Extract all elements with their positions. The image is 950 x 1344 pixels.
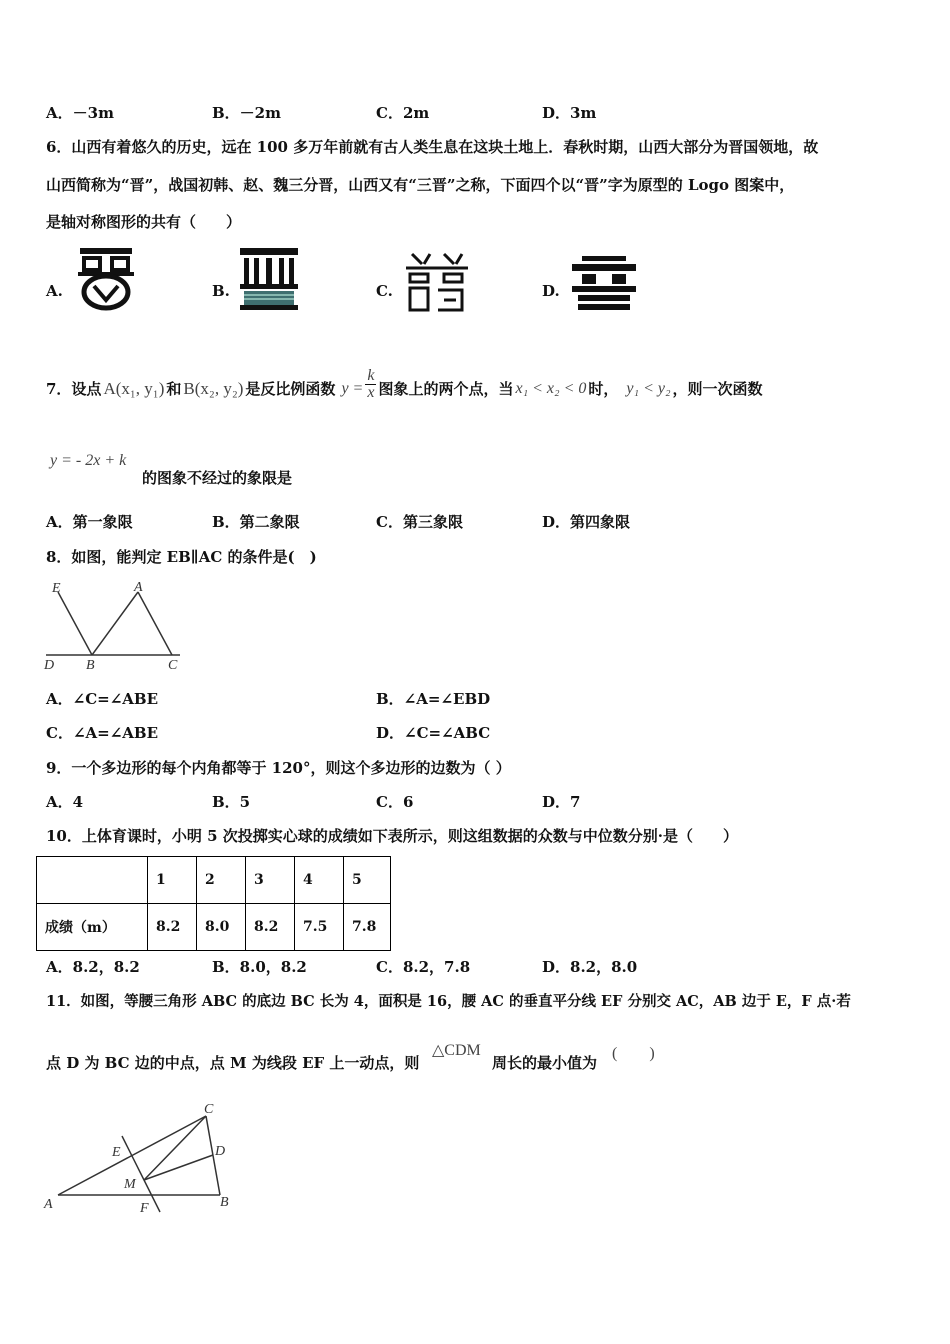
- q7-point-a: A(x₁, y₁): [103, 378, 165, 398]
- jin-logo-b-image: [238, 246, 300, 316]
- q7-option-c: C．第三象限: [376, 513, 463, 531]
- q11-label-m: M: [124, 1177, 136, 1192]
- q5-option-a: A．－3m: [46, 104, 114, 122]
- table-cell: 1: [148, 857, 197, 904]
- table-cell: 8.2: [148, 904, 197, 951]
- q9-option-d: D．7: [542, 793, 581, 811]
- q6-option-c: C.: [376, 282, 393, 300]
- table-header-row: [37, 857, 391, 904]
- q9-option-b: B．5: [212, 793, 251, 811]
- jin-logo-a-image: [74, 244, 138, 318]
- q11-line-1: 11．如图，等腰三角形 ABC 的底边 BC 长为 4，面积是 16，腰 AC 的垂直平分线 EF 分别交 AC，AB 边于 E，F 点·若: [46, 993, 851, 1010]
- q8-option-b: B．∠A=∠EBD: [376, 690, 491, 708]
- table-cell: 2: [197, 857, 246, 904]
- q8-option-d: D．∠C=∠ABC: [376, 724, 491, 742]
- q11-label-d: D: [215, 1144, 226, 1159]
- table-cell: 3: [246, 857, 295, 904]
- q6-option-d: D.: [542, 282, 560, 300]
- q8-label-a: A: [134, 580, 143, 595]
- table-cell: 7.5: [295, 904, 344, 951]
- table-cell: 5: [344, 857, 391, 904]
- q7-func-den: x: [367, 384, 375, 401]
- q7-and: 和: [166, 380, 182, 398]
- q5-option-b: B．－2m: [212, 104, 281, 122]
- q8-text: 8．如图，能判定 EB∥AC 的条件是( ): [46, 548, 317, 566]
- q6-option-a: A.: [46, 282, 63, 300]
- q9-option-a: A．4: [46, 793, 84, 811]
- q10-option-b: B．8.0，8.2: [212, 958, 307, 976]
- q10-option-c: C．8.2，7.8: [376, 958, 471, 976]
- q7-option-d: D．第四象限: [542, 513, 631, 531]
- q11-label-e: E: [112, 1145, 121, 1160]
- q9-text: 9．一个多边形的每个内角都等于 120°，则这个多边形的边数为（ ）: [46, 759, 511, 777]
- q7-mid: 是反比例函数: [245, 380, 336, 398]
- q8-label-d: D: [44, 658, 55, 672]
- q7-mid2: 图象上的两个点，当: [378, 380, 514, 398]
- table-cell: 7.8: [344, 904, 391, 951]
- q7-cond2: y₁ < y₂: [626, 379, 671, 397]
- q8-option-a: A．∠C=∠ABE: [46, 690, 159, 708]
- q11-label-c: C: [204, 1102, 214, 1117]
- q10-option-d: D．8.2，8.0: [542, 958, 638, 976]
- q11-line-2-prefix: 点 D 为 BC 边的中点，点 M 为线段 EF 上一动点，则: [46, 1054, 420, 1072]
- q10-score-table: [36, 856, 391, 951]
- q6-line-2: 山西简称为“晋”，战国初韩、赵、魏三分晋，山西又有“三晋”之称，下面四个以“晋”字为原型的 Logo 图案中，: [46, 176, 795, 194]
- q8-option-c: C．∠A=∠ABE: [46, 724, 159, 742]
- table-cell: 8.0: [197, 904, 246, 951]
- q11-line-2-suffix: 周长的最小值为: [492, 1054, 598, 1072]
- jin-logo-d-image: [570, 254, 638, 318]
- q7-suffix: ，则一次函数: [672, 380, 763, 398]
- q7-option-a: A．第一象限: [46, 513, 133, 531]
- q6-option-b: B.: [212, 282, 230, 300]
- jin-logo-c-image: [404, 250, 470, 318]
- q7-prefix: 7．设点: [46, 380, 102, 398]
- table-cell: 8.2: [246, 904, 295, 951]
- q5-option-c: C．2m: [376, 104, 430, 122]
- table-cell: [37, 857, 148, 904]
- q11-label-f: F: [140, 1201, 149, 1216]
- table-cell: 成绩（m）: [37, 904, 148, 951]
- q7-cond1: x₁ < x₂ < 0: [515, 379, 587, 397]
- q10-option-a: A．8.2，8.2: [46, 958, 140, 976]
- q10-text: 10．上体育课时，小明 5 次投掷实心球的成绩如下表所示，则这组数据的众数与中位数分别·是（ ）: [46, 827, 738, 845]
- q7-line-2: 的图象不经过的象限是: [142, 469, 293, 487]
- q7-point-b: B(x₂, y₂): [183, 378, 244, 398]
- q7-mid3: 时，: [588, 380, 619, 398]
- q8-label-e: E: [52, 581, 61, 596]
- q5-option-d: D．3m: [542, 104, 597, 122]
- q8-segment-ac: [138, 592, 172, 655]
- q11-segment-md: [144, 1155, 213, 1180]
- q7-linear-function: y = - 2x + k: [50, 452, 127, 469]
- q11-answer-blank: ( ): [612, 1045, 655, 1062]
- q11-figure: [40, 1098, 250, 1222]
- q11-label-a: A: [44, 1197, 53, 1212]
- q8-segment-eb: [58, 592, 92, 655]
- q11-triangle-cdm: △CDM: [432, 1042, 481, 1059]
- q7-func-lhs: y =: [341, 379, 364, 397]
- q8-label-c: C: [168, 658, 178, 672]
- q7-option-b: B．第二象限: [212, 513, 300, 531]
- q11-label-b: B: [220, 1195, 229, 1210]
- q7-func-fraction: [365, 368, 376, 401]
- q8-label-b: B: [86, 658, 95, 672]
- q11-segment-mc: [144, 1116, 206, 1180]
- q7-line-1: [46, 367, 763, 401]
- q9-option-c: C．6: [376, 793, 414, 811]
- q6-line-3: 是轴对称图形的共有（ ）: [46, 213, 242, 231]
- table-cell: 4: [295, 857, 344, 904]
- q6-line-1: 6．山西有着悠久的历史，远在 100 多万年前就有古人类生息在这块土地上．春秋时期，山西大部分为晋国领地，故: [46, 138, 819, 156]
- q8-segment-ba: [92, 592, 138, 655]
- q8-figure: [40, 578, 190, 676]
- table-row: [37, 904, 391, 951]
- q7-func-num: k: [367, 367, 375, 384]
